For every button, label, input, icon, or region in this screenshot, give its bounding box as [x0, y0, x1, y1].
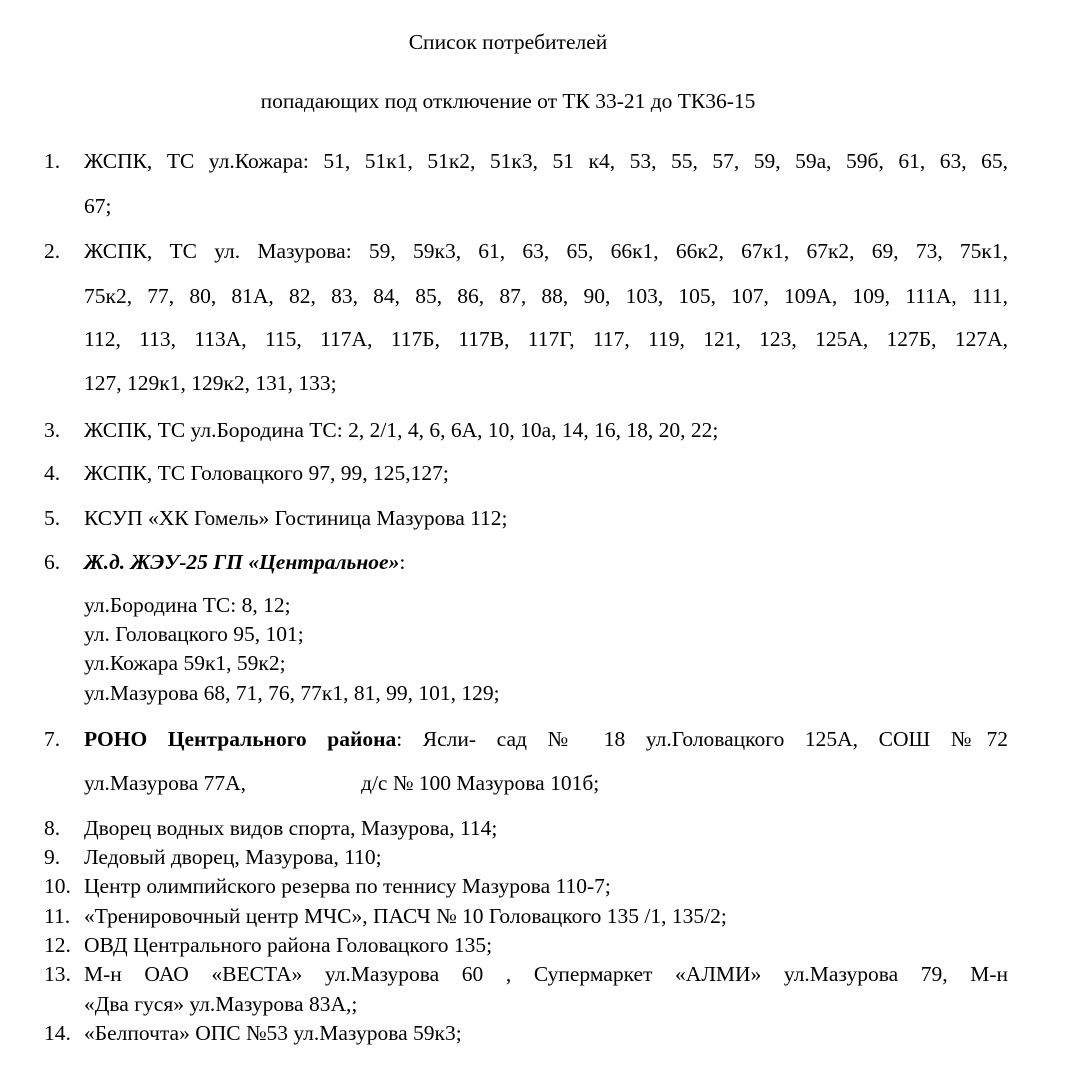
item-text-line: 75к2, 77, 80, 81А, 82, 83, 84, 85, 86, 87, 88, 90, 103, 105, 107, 109А, 109, 111А, 111, [84, 284, 1008, 308]
item-text-line: «Белпочта» ОПС №53 ул.Мазурова 59к3; [84, 1021, 462, 1045]
item-text-line: 112, 113, 113А, 115, 117А, 117Б, 117В, 117Г, 117, 119, 121, 123, 125А, 127Б, 127А, [84, 327, 1008, 351]
item-text-line: М-н ОАО «ВЕСТА» ул.Мазурова 60 , Супермаркет «АЛМИ» ул.Мазурова 79, М-н [84, 962, 1008, 986]
item-subline: ул.Бородина ТС: 8, 12; [84, 593, 291, 617]
item-subline: ул. Головацкого 95, 101; [84, 622, 304, 646]
heading-suffix: : [399, 550, 406, 574]
item-number: 8. [44, 816, 61, 840]
item-text-line: «Два гуся» ул.Мазурова 83А,; [84, 992, 358, 1016]
item-number: 10. [44, 874, 71, 898]
item-text-line: д/с № 100 Мазурова 101б; [361, 771, 600, 795]
item-text-line: ул.Мазурова 77А, [84, 771, 247, 795]
item-text-inline: : Ясли- сад № 18 ул.Головацкого 125А, СОШ №72 [396, 727, 1008, 751]
item-number: 5. [44, 506, 61, 530]
item-text-line: ЖСПК, ТС Головацкого 97, 99, 125,127; [84, 461, 449, 485]
item-text-line: Дворец водных видов спорта, Мазурова, 114; [84, 816, 498, 840]
document-title: Список потребителей [408, 30, 608, 54]
item-number: 3. [44, 418, 61, 442]
item-text-line: ЖСПК, ТС ул. Мазурова: 59, 59к3, 61, 63, 65, 66к1, 66к2, 67к1, 67к2, 69, 73, 75к1, [84, 239, 1008, 263]
item-number: 9. [44, 845, 61, 869]
item-heading-line [84, 550, 405, 575]
item-subline: ул.Кожара 59к1, 59к2; [84, 651, 286, 675]
item-number: 12. [44, 933, 71, 957]
item-number: 2. [44, 239, 61, 263]
item-text-line: КСУП «ХК Гомель» Гостиница Мазурова 112; [84, 506, 508, 530]
item-number: 13. [44, 962, 71, 986]
item-number: 7. [44, 727, 61, 751]
item-number: 6. [44, 550, 61, 574]
item-heading-line [84, 727, 1008, 752]
item-number: 14. [44, 1021, 71, 1045]
item-number: 4. [44, 461, 61, 485]
organization-heading: Ж.д. ЖЭУ-25 ГП «Центральное» [84, 550, 400, 574]
item-text-line: 67; [84, 194, 112, 218]
item-text-line: 127, 129к1, 129к2, 131, 133; [84, 371, 337, 395]
organization-heading: РОНО Центрального района [84, 727, 397, 751]
item-text-line: ЖСПК, ТС ул.Бородина ТС: 2, 2/1, 4, 6, 6А, 10, 10а, 14, 16, 18, 20, 22; [84, 418, 719, 442]
item-text-line: ОВД Центрального района Головацкого 135; [84, 933, 493, 957]
item-number: 11. [44, 904, 71, 928]
item-number: 1. [44, 149, 61, 173]
item-text-line: Ледовый дворец, Мазурова, 110; [84, 845, 382, 869]
document-subtitle: попадающих под отключение от ТК 33-21 до ТК36-15 [260, 89, 756, 113]
item-text-line: ЖСПК, ТС ул.Кожара: 51, 51к1, 51к2, 51к3, 51 к4, 53, 55, 57, 59, 59а, 59б, 61, 63, 65, [84, 149, 1008, 173]
item-subline: ул.Мазурова 68, 71, 76, 77к1, 81, 99, 101, 129; [84, 681, 500, 705]
item-text-line: Центр олимпийского резерва по теннису Мазурова 110-7; [84, 874, 611, 898]
item-text-line: «Тренировочный центр МЧС», ПАСЧ № 10 Головацкого 135 /1, 135/2; [84, 904, 727, 928]
